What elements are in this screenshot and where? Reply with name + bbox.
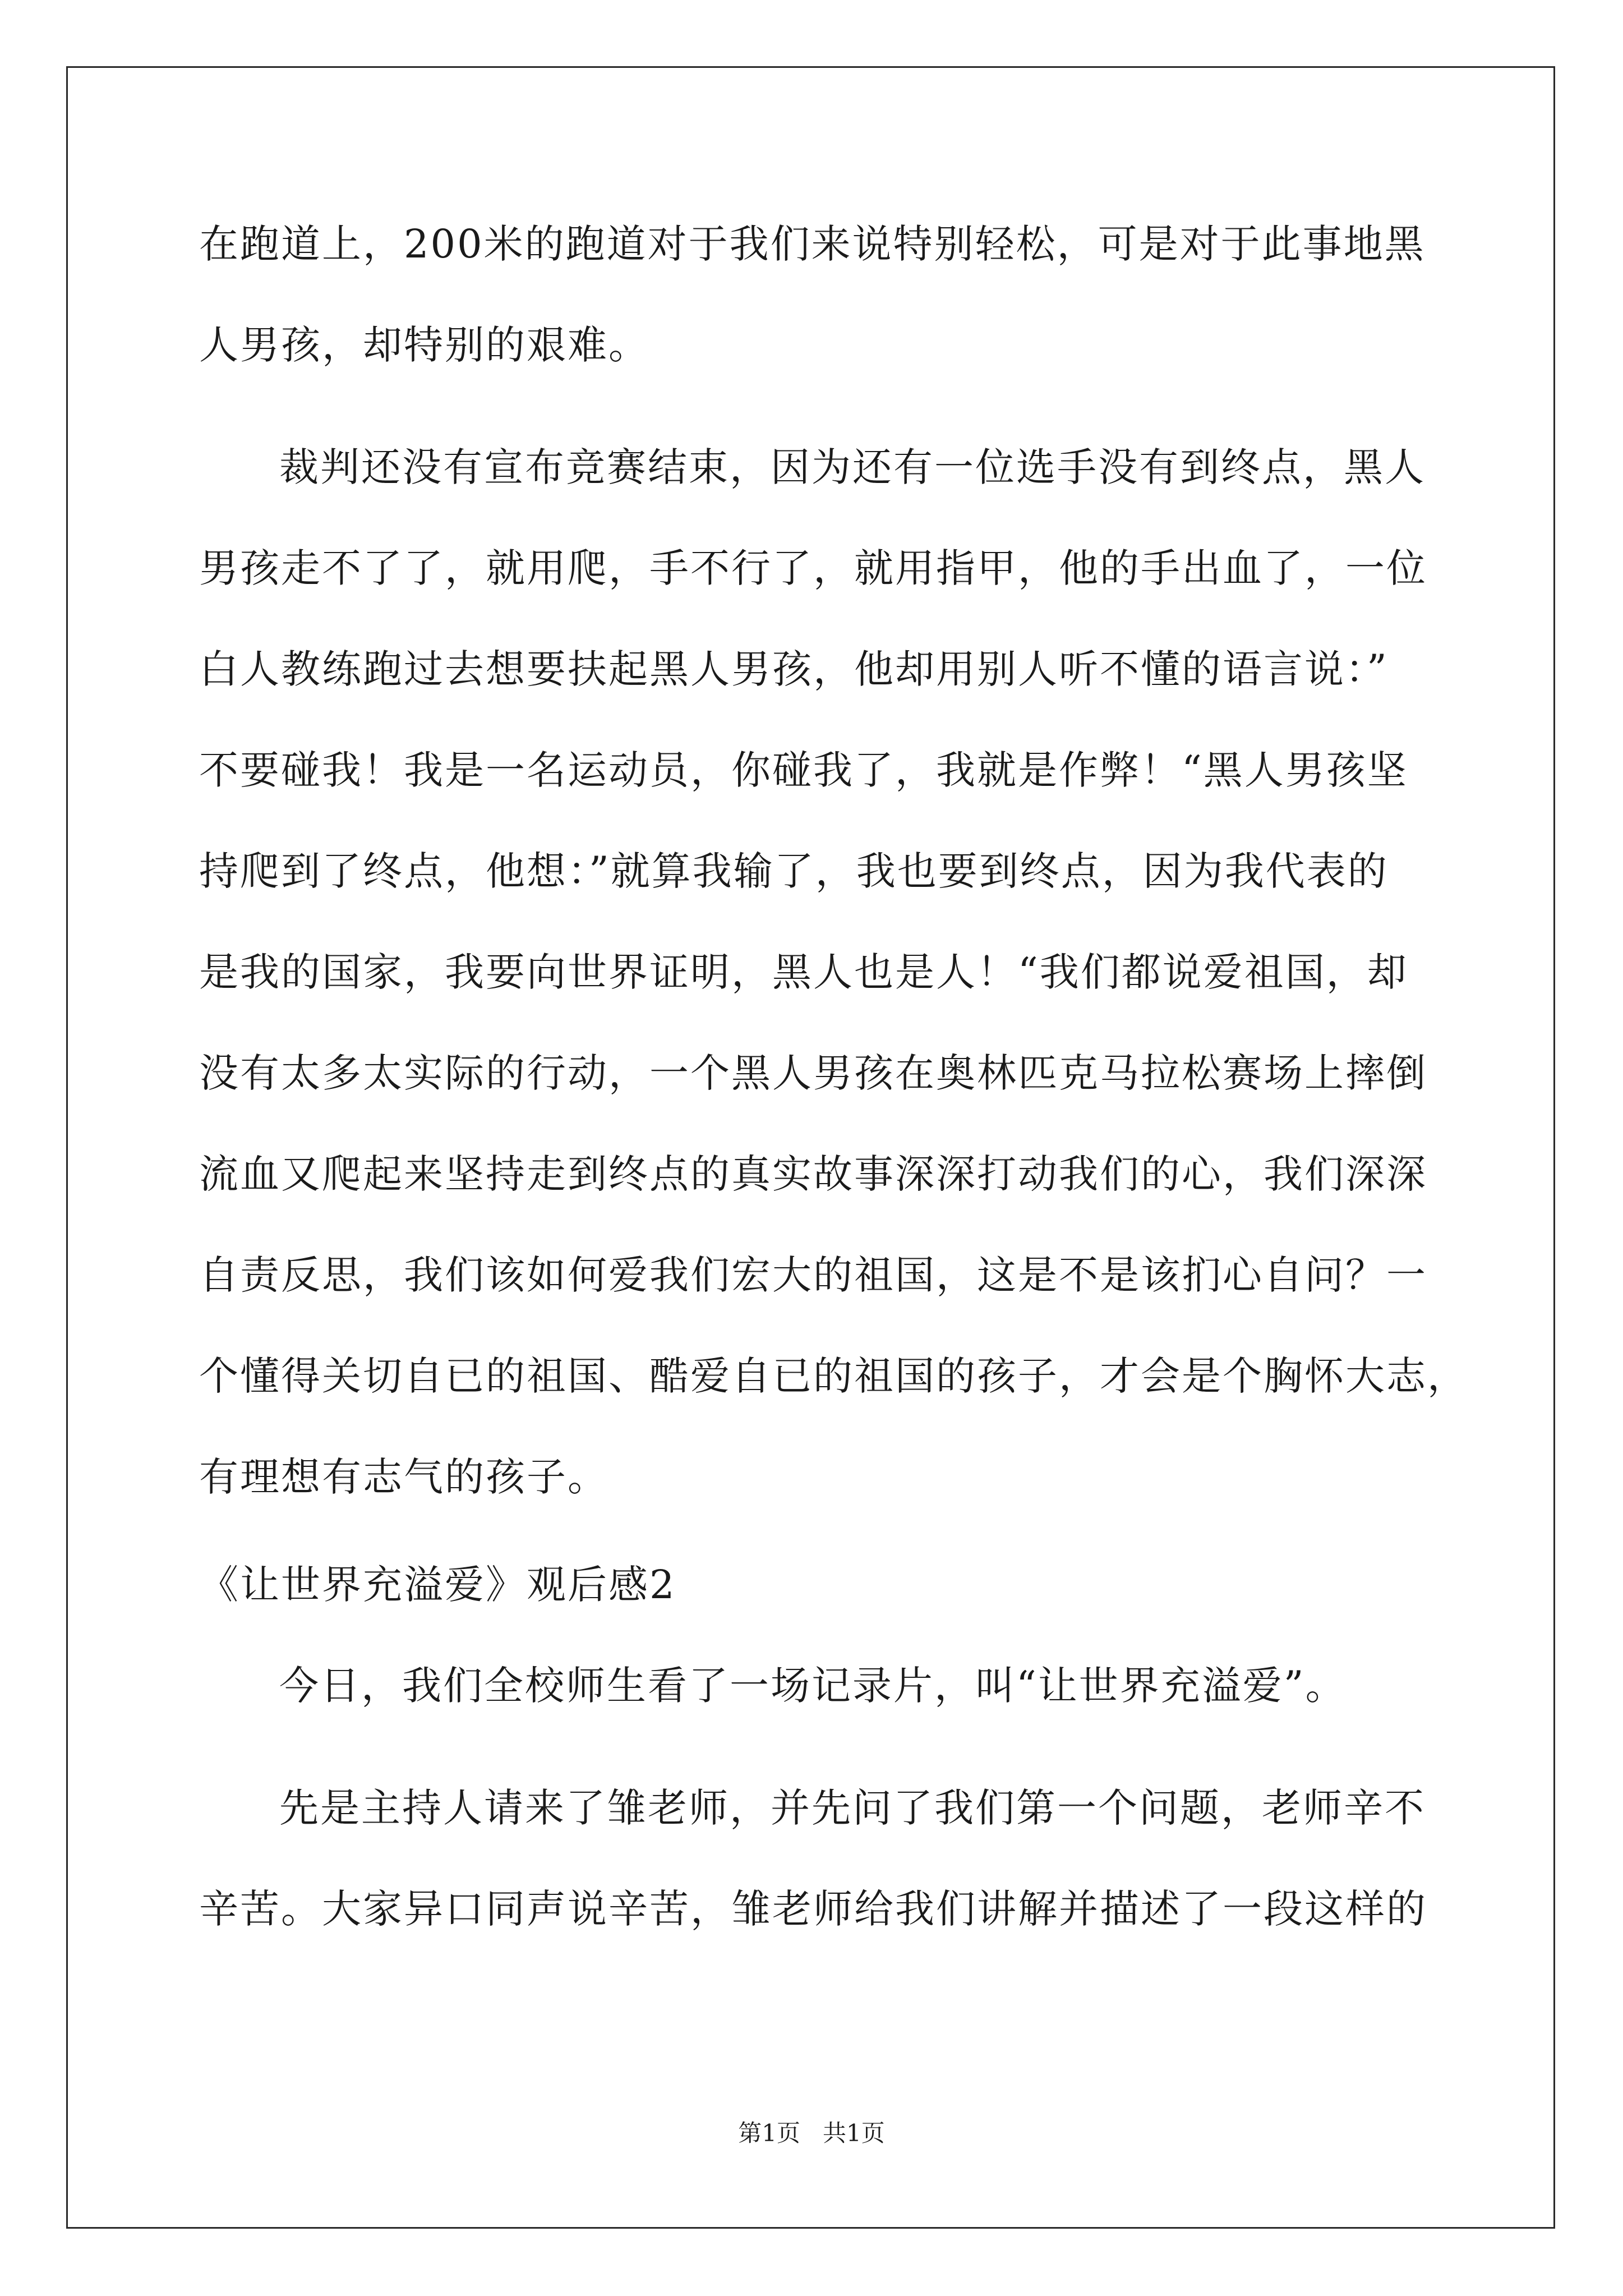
text-line: 流血又爬起来坚持走到终点的真实故事深深打动我们的心，我们深深	[199, 1151, 1427, 1197]
paragraph-start-line: 今日，我们全校师生看了一场记录片，叫“让世界充溢爱”。	[279, 1663, 1347, 1709]
text-line: 有理想有志气的孩子。	[199, 1454, 608, 1500]
text-line: 个懂得关切自已的祖国、酷爱自已的祖国的孩子，才会是个胸怀大志，	[199, 1353, 1468, 1399]
text-line: 没有太多太实际的行动，一个黑人男孩在奥林匹克马拉松赛场上摔倒	[199, 1050, 1427, 1096]
text-line: 白人教练跑过去想要扶起黑人男孩，他却用别人听不懂的语言说：”	[199, 646, 1389, 692]
text-line: 人男孩，却特别的艰难。	[199, 322, 649, 368]
paragraph-start-line: 先是主持人请来了雏老师，并先问了我们第一个问题，老师辛不	[279, 1785, 1426, 1831]
section-heading: 《让世界充溢爱》观后感2	[199, 1562, 676, 1608]
text-line: 是我的国家，我要向世界证明，黑人也是人！“我们都说爱祖国，却	[199, 949, 1408, 995]
paragraph-start-line: 裁判还没有宣布竞赛结束，因为还有一位选手没有到终点，黑人	[279, 444, 1426, 490]
text-line: 在跑道上，200米的跑道对于我们来说特别轻松，可是对于此事地黑	[199, 221, 1426, 267]
text-line: 辛苦。大家异口同声说辛苦，雏老师给我们讲解并描述了一段这样的	[199, 1886, 1427, 1932]
page-number-footer: 第1页 共1页	[738, 2119, 885, 2147]
text-line: 自责反思，我们该如何爱我们宏大的祖国，这是不是该扪心自问？一	[199, 1252, 1427, 1298]
text-line: 持爬到了终点，他想：”就算我输了，我也要到终点，因为我代表的	[199, 848, 1389, 894]
text-line: 不要碰我！我是一名运动员，你碰我了，我就是作弊！“黑人男孩坚	[199, 747, 1408, 793]
text-line: 男孩走不了了，就用爬，手不行了，就用指甲，他的手出血了，一位	[199, 545, 1427, 591]
